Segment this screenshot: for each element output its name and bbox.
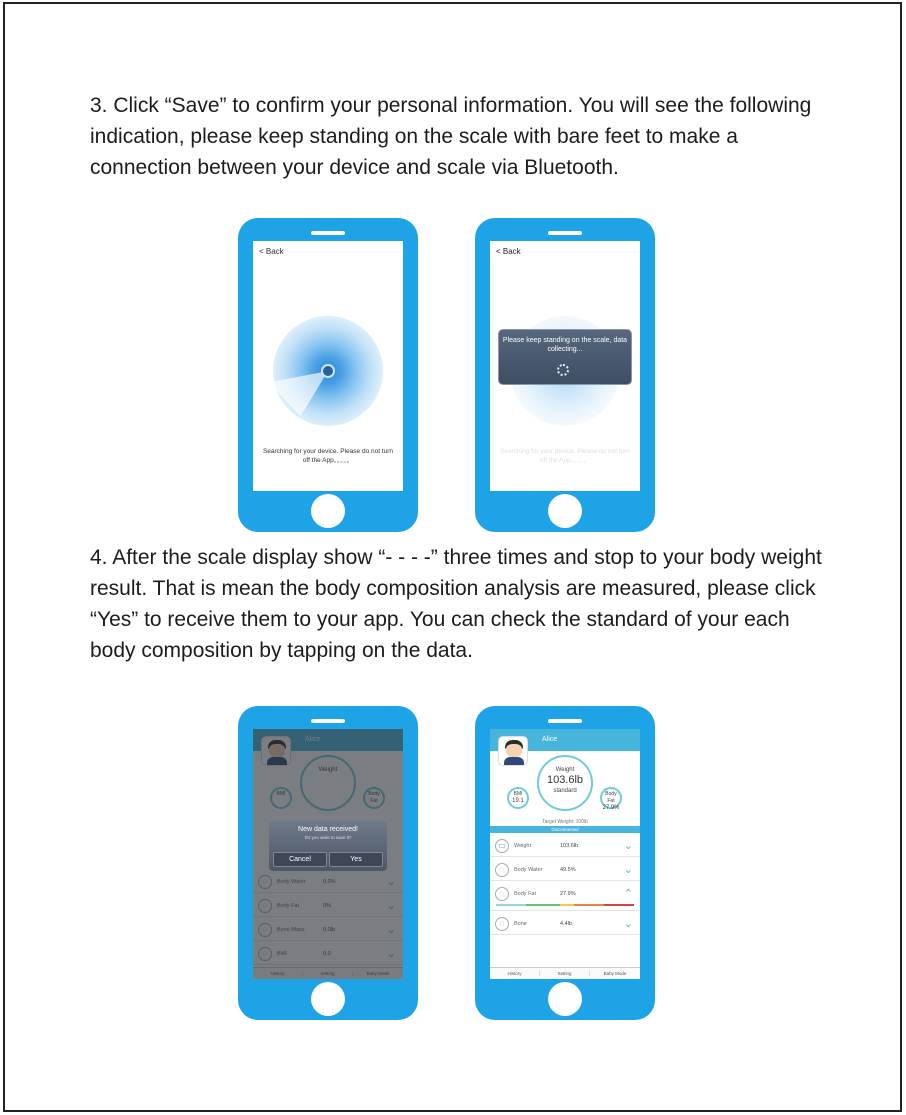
speaker	[311, 719, 345, 723]
weight-value: 103.6lb	[546, 774, 584, 786]
avatar[interactable]	[498, 736, 528, 766]
chevron-up-icon: ⌃	[623, 888, 633, 900]
phone-screen	[253, 729, 403, 979]
phone-new-data	[238, 706, 418, 1020]
scale-icon: ▭	[495, 839, 509, 853]
tab-baby-mode[interactable]: Baby Mode	[603, 971, 627, 976]
chevron-down-icon: ⌄	[623, 864, 633, 876]
weight-label: Weight	[555, 767, 575, 773]
search-status: Searching for your device. Please do not turn off the App。。。。。	[499, 448, 631, 464]
phone-collecting	[475, 218, 655, 532]
fat-value: 27.9%	[602, 805, 620, 811]
fat-ring[interactable]	[600, 787, 622, 809]
chevron-down-icon: ⌄	[623, 918, 633, 930]
home-button[interactable]	[548, 494, 582, 528]
fat-scale-bar	[496, 904, 634, 906]
weight-ring[interactable]	[537, 755, 593, 811]
phone-screen	[490, 241, 640, 491]
fat-label: Body Fat	[605, 791, 617, 804]
water-icon: ◌	[495, 863, 509, 877]
dialog-subtitle: Do you want to save it?	[304, 835, 352, 840]
speaker	[548, 231, 582, 235]
bmi-value: 19.1	[512, 798, 524, 804]
phone-screen	[253, 241, 403, 491]
tab-history[interactable]: History	[490, 971, 540, 976]
speaker	[548, 719, 582, 723]
step-3-paragraph: 3. Click “Save” to confirm your personal information. You will see the following indication, please keep standing on the scale with bare feet to make a connection between your device and scale via Bluetooth.	[90, 94, 812, 179]
list-item[interactable]: ▭ Weight 103.6lb ⌄	[490, 835, 640, 857]
radar-icon	[273, 316, 383, 426]
phone-results	[475, 706, 655, 1020]
dialog-message: Please keep standing on the scale, data collecting...	[502, 337, 628, 353]
home-button[interactable]	[311, 494, 345, 528]
radar-center	[321, 364, 335, 378]
bmi-ring[interactable]	[507, 787, 529, 809]
user-name: Alice	[542, 736, 558, 743]
tab-setting[interactable]: Setting	[540, 971, 590, 976]
phone-searching	[238, 218, 418, 532]
yes-button[interactable]: Yes	[329, 852, 383, 867]
phone-screen	[490, 729, 640, 979]
list-item-expanded[interactable]: ◌ Body Fat 27.9% ⌃	[490, 883, 640, 911]
collecting-dialog	[498, 329, 632, 385]
back-button[interactable]: < Back	[259, 247, 284, 256]
step-4-paragraph: 4. After the scale display show “- - - -” three times and stop to your body weight result. That is mean the body composition analysis are measured, please click “Yes” to receive them to your app. You can check the standard of your each body composition by tapping on the data.	[90, 546, 822, 662]
tab-bar	[490, 967, 640, 979]
speaker	[311, 231, 345, 235]
bone-icon: ◌	[495, 917, 509, 931]
weight-standard: standard	[553, 788, 577, 794]
chevron-down-icon: ⌄	[623, 840, 633, 852]
home-button[interactable]	[311, 982, 345, 1016]
new-data-dialog	[269, 821, 387, 871]
cancel-button[interactable]: Cancel	[273, 852, 327, 867]
back-button[interactable]: < Back	[496, 247, 521, 256]
bmi-label: BMI	[513, 791, 523, 797]
radar-sweep	[261, 353, 328, 420]
spinner-icon	[557, 364, 569, 376]
connection-status: Disconnected	[490, 826, 640, 833]
dialog-title: New data received!	[298, 826, 358, 833]
search-status: Searching for your device. Please do not turn off the App。。。。。	[262, 448, 394, 464]
list-item[interactable]: ◌ Bone 4.4lb ⌄	[490, 913, 640, 935]
target-weight: Target Weight: 100lb	[542, 819, 588, 825]
fat-icon: ◌	[495, 887, 509, 901]
home-button[interactable]	[548, 982, 582, 1016]
list-item[interactable]: ◌ Body Water 49.5% ⌄	[490, 859, 640, 881]
